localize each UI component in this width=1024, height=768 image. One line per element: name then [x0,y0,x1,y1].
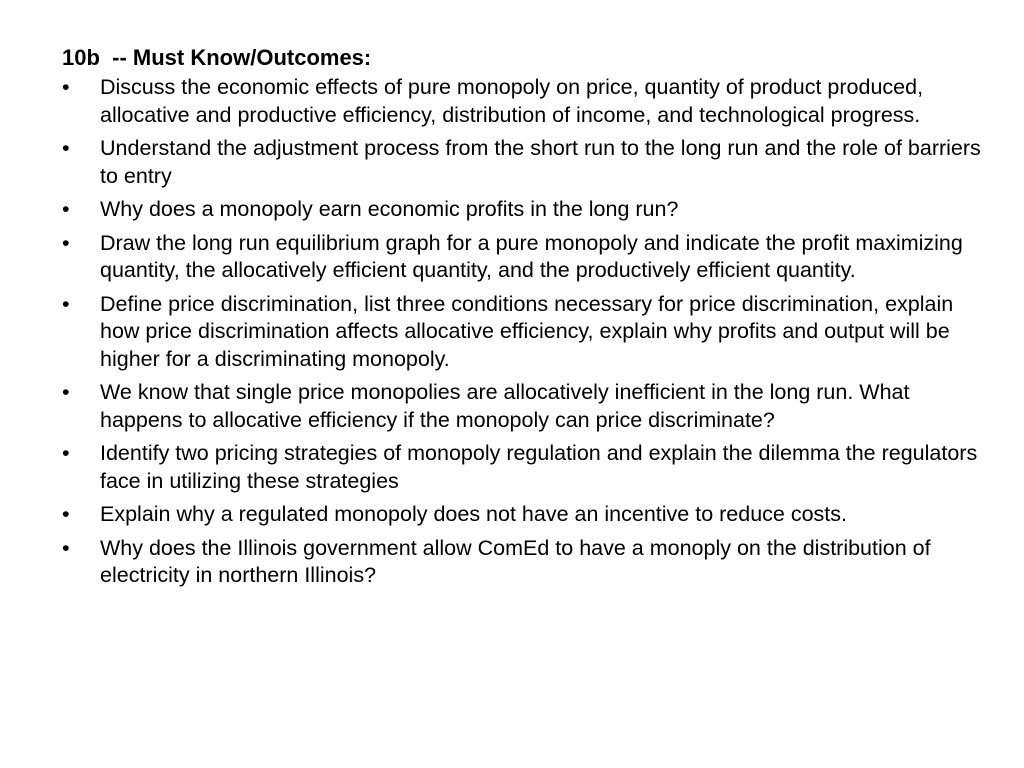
bullet-icon: • [62,441,70,465]
bullet-icon: • [62,230,70,255]
list-item-text: Explain why a regulated monopoly does not have an incentive to reduce costs. [100,502,847,526]
list-item [62,501,997,529]
list-item [62,440,997,495]
list-item-text: Why does the Illinois government allow ComEd to have a monoply on the distribution of electricity in northern Illinois? [100,535,931,587]
outcomes-list [62,74,997,590]
list-item-text: Identify two pricing strategies of monopoly regulation and explain the dilemma the regulators face in utilizing these strategies [100,441,978,493]
bullet-icon: • [62,136,70,160]
list-item [62,379,997,434]
bullet-icon: • [62,197,70,221]
slide-heading: 10b -- Must Know/Outcomes: [62,45,372,70]
bullet-icon: • [62,75,70,99]
bullet-icon: • [62,380,70,404]
list-item [62,291,997,374]
list-item-text: Discuss the economic effects of pure monopoly on price, quantity of product produced, allocative and productive efficiency, distribution of income, and technological progress. [100,75,924,127]
list-item [62,535,997,590]
bullet-icon: • [62,502,70,526]
list-item-text: Understand the adjustment process from the short run to the long run and the role of barriers to entry [100,136,981,188]
slide-content [62,44,997,596]
list-item [62,196,997,224]
list-item [62,74,997,129]
bullet-icon: • [62,535,70,560]
list-item [62,230,997,285]
list-item-text: We know that single price monopolies are allocatively inefficient in the long run. What happens to allocative efficiency if the monopoly can price discriminate? [100,380,910,432]
list-item-text: Draw the long run equilibrium graph for a pure monopoly and indicate the profit maximizing quantity, the allocatively efficient quantity, and the productively efficient quantity. [100,230,963,282]
list-item-text: Define price discrimination, list three conditions necessary for price discrimination, explain how price discrimination affects allocative efficiency, explain why profits and output will be higher for a discriminating monopoly. [100,291,954,371]
bullet-icon: • [62,291,70,316]
list-item [62,135,997,190]
list-item-text: Why does a monopoly earn economic profits in the long run? [100,197,679,221]
